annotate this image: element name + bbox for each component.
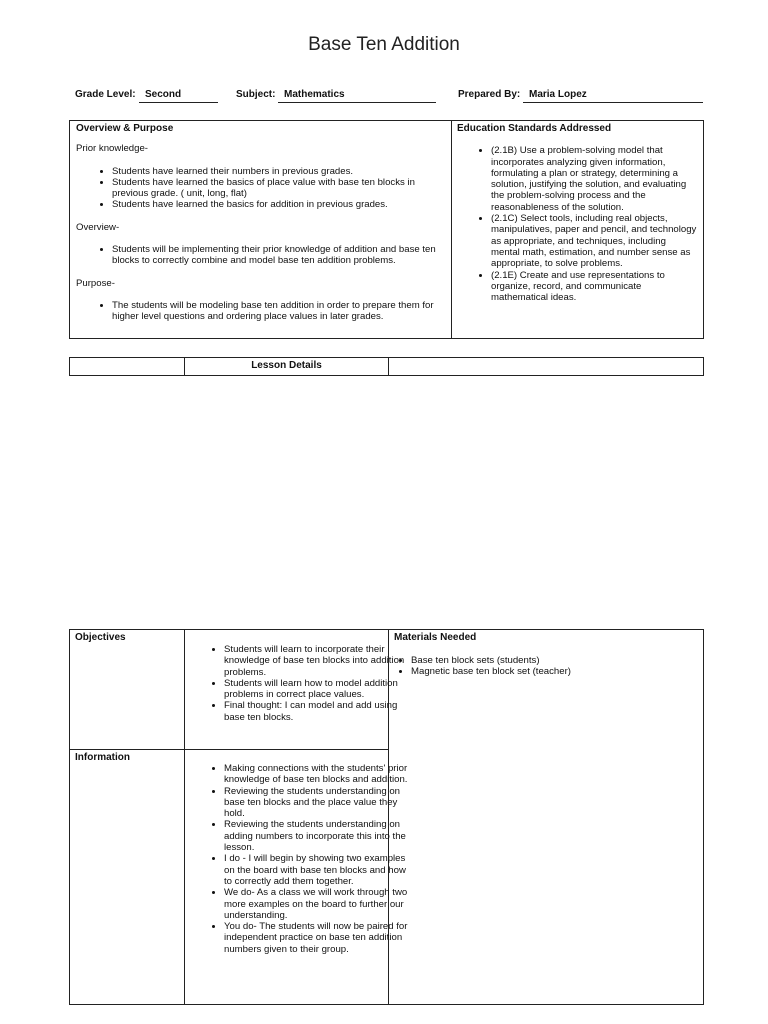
- prepared-by-label: Prepared By:: [458, 89, 521, 100]
- purpose-list: [76, 300, 446, 323]
- list-item: • Students have learned the basics for addition in previous grades.: [112, 199, 446, 210]
- lesson-details-bar: [69, 357, 704, 376]
- purpose-label: Purpose-: [76, 277, 115, 289]
- information-heading: Information: [75, 752, 130, 763]
- prepared-by-value: Maria Lopez: [523, 89, 703, 103]
- page-title: Base Ten Addition: [308, 34, 460, 55]
- prepared-by-field: [458, 89, 587, 100]
- materials-list: [393, 655, 711, 678]
- information-list: [188, 763, 414, 955]
- standards-list: [457, 145, 697, 303]
- list-item: • You do- The students will now be paired for independent practice on base ten addition numbers given to their group.: [224, 921, 414, 955]
- subject-field: [236, 89, 345, 100]
- subject-label: Subject:: [236, 89, 276, 100]
- list-item: • Magnetic base ten block set (teacher): [411, 666, 711, 677]
- list-item: • Final thought: I can model and add using base ten blocks.: [224, 700, 414, 723]
- list-item: • Students have learned their numbers in previous grades.: [112, 166, 446, 177]
- prior-knowledge-list: [76, 166, 446, 211]
- lesson-details-heading: Lesson Details: [251, 360, 322, 371]
- objectives-heading: Objectives: [75, 632, 126, 643]
- list-item: • Base ten block sets (students): [411, 655, 711, 666]
- grade-level-value: Second: [139, 89, 218, 103]
- list-item: • Students will be implementing their prior knowledge of addition and base ten blocks to correctly combine and model base ten addition problems.: [112, 244, 446, 267]
- overview-purpose-heading: Overview & Purpose: [76, 123, 174, 134]
- prior-knowledge-label: Prior knowledge-: [76, 143, 148, 155]
- list-item: • Students will learn how to model addition problems in correct place values.: [224, 678, 414, 701]
- overview-standards-table: [69, 120, 704, 339]
- grade-level-field: [75, 89, 182, 100]
- list-item: • (2.1B) Use a problem-solving model that incorporates analyzing given information, formulating a plan or strategy, determining a solution, justifying the solution, and evaluating the problem-solving process and the reasonableness of the solution.: [491, 145, 697, 213]
- lesson-table: [69, 629, 704, 1005]
- standards-heading: Education Standards Addressed: [457, 123, 612, 134]
- list-item: • Students have learned the basics of place value with base ten blocks in previous grade. ( unit, long, flat): [112, 177, 446, 200]
- overview-label: Overview-: [76, 221, 120, 233]
- overview-list: [76, 244, 446, 267]
- list-item: • Reviewing the students understanding on adding numbers to incorporate this into the lesson.: [224, 819, 414, 853]
- list-item: • Students will learn to incorporate their knowledge of base ten blocks into addition problems.: [224, 644, 414, 678]
- list-item: • We do- As a class we will work through two more examples on the board to further our understanding.: [224, 887, 414, 921]
- standards-cell: [457, 123, 697, 303]
- materials-heading: Materials Needed: [394, 632, 477, 643]
- list-item: • I do - I will begin by showing two examples on the board with base ten blocks and how to correctly add them together.: [224, 853, 414, 887]
- subject-value: Mathematics: [278, 89, 436, 103]
- list-item: • The students will be modeling base ten addition in order to prepare them for higher level questions and ordering place values in later grades.: [112, 300, 446, 323]
- list-item: • Reviewing the students understanding on base ten blocks and the place value they hold.: [224, 786, 414, 820]
- grade-level-label: Grade Level:: [75, 89, 136, 100]
- list-item: • (2.1E) Create and use representations to organize, record, and communicate mathematical ideas.: [491, 270, 697, 304]
- overview-purpose-cell: [76, 123, 446, 323]
- list-item: • Making connections with the students' prior knowledge of base ten blocks and addition.: [224, 763, 414, 786]
- list-item: • (2.1C) Select tools, including real objects, manipulatives, paper and pencil, and technology as appropriate, and techniques, including mental math, estimation, and number sense as appropriate, to solve problems.: [491, 213, 697, 269]
- objectives-list: [188, 644, 414, 723]
